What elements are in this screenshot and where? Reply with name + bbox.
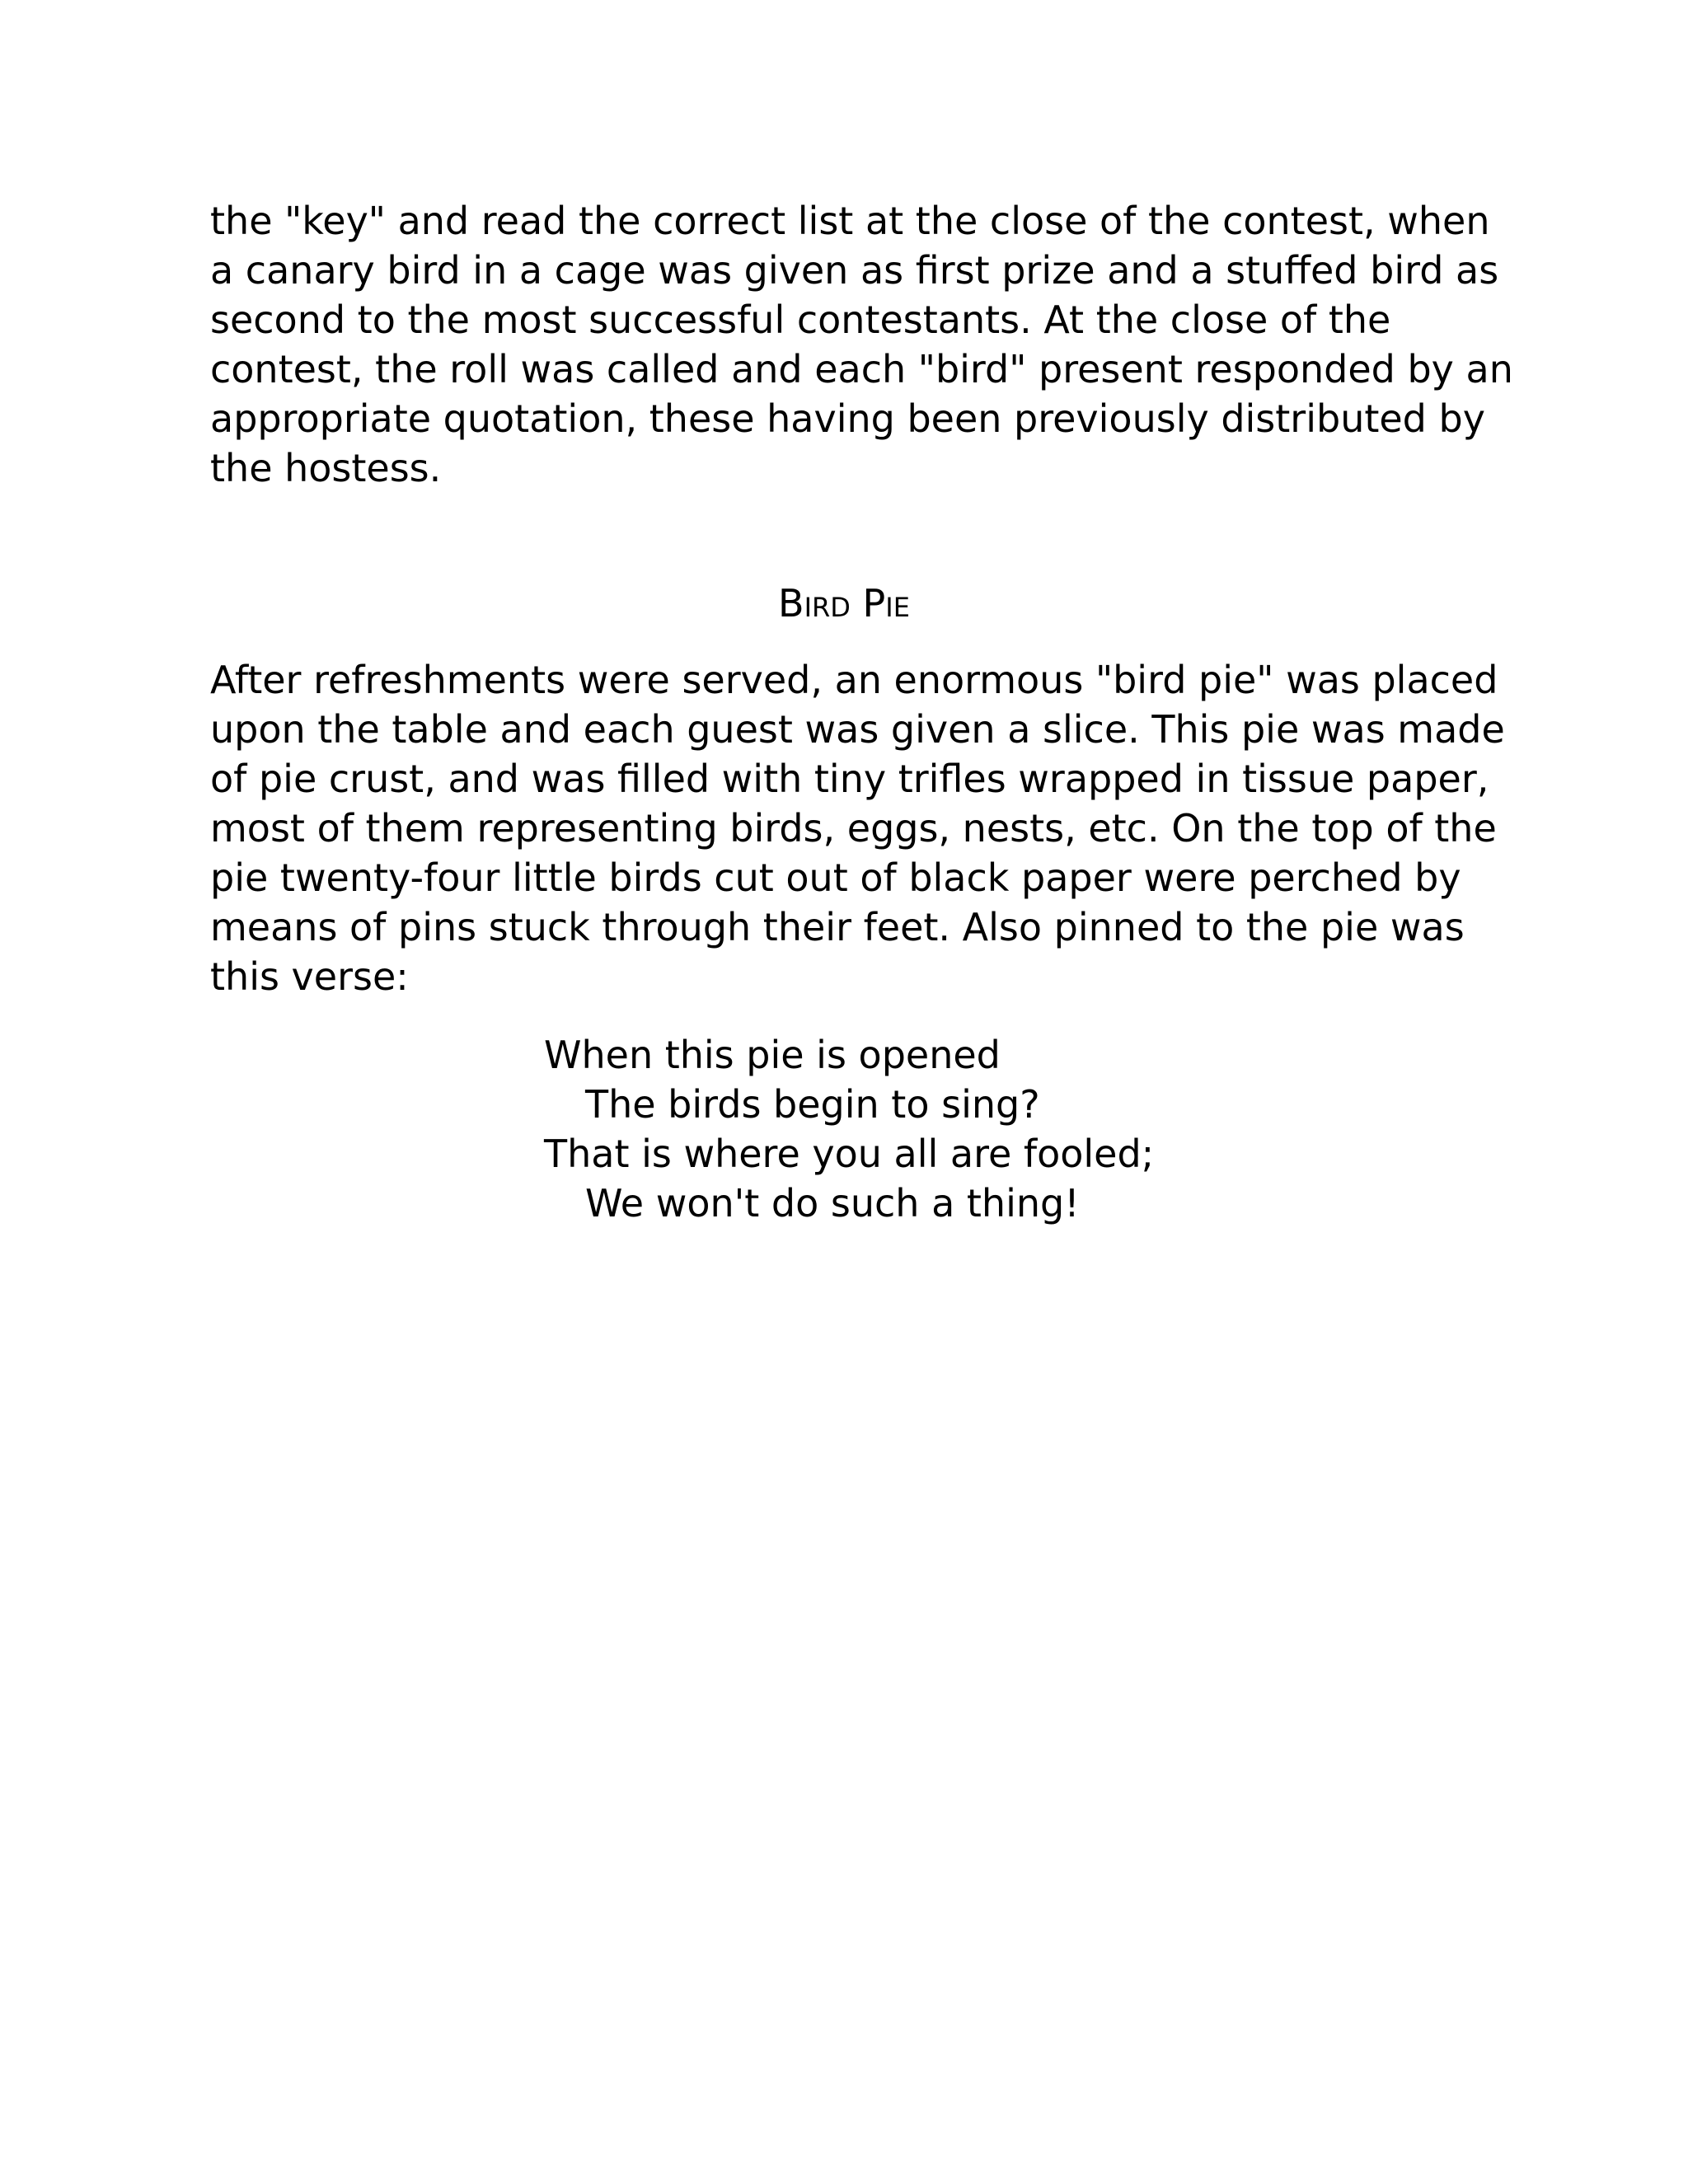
section-heading: Bird Pie [778, 581, 910, 626]
verse-line: When this pie is opened [544, 1033, 1001, 1077]
text-line: means of pins stuck through their feet. Also pinned to the pie was [210, 905, 1465, 949]
text-line: this verse: [210, 954, 409, 999]
verse [544, 1030, 1154, 1228]
text-line: the hostess. [210, 446, 442, 490]
verse-line: We won't do such a thing! [585, 1181, 1080, 1226]
text-line: a canary bird in a cage was given as first prize and a stuffed bird as [210, 248, 1499, 293]
verse-line: The birds begin to sing? [585, 1082, 1040, 1127]
text-line: contest, the roll was called and each "bird" present responded by an [210, 347, 1513, 391]
text-line: upon the table and each guest was given a slice. This pie was made [210, 707, 1505, 752]
text-line: appropriate quotation, these having been previously distributed by [210, 396, 1485, 441]
text-line: of pie crust, and was filled with tiny trifles wrapped in tissue paper, [210, 757, 1489, 801]
paragraph-contest-conclusion [210, 196, 1513, 493]
text-line: most of them representing birds, eggs, nests, etc. On the top of the [210, 806, 1497, 851]
paragraph-bird-pie [210, 655, 1505, 1001]
text-line: second to the most successful contestants. At the close of the [210, 298, 1391, 342]
text-line: the "key" and read the correct list at the close of the contest, when [210, 199, 1490, 243]
text-line: After refreshments were served, an enormous "bird pie" was placed [210, 658, 1498, 702]
text-line: pie twenty-four little birds cut out of black paper were perched by [210, 855, 1461, 900]
verse-line: That is where you all are fooled; [544, 1132, 1155, 1176]
